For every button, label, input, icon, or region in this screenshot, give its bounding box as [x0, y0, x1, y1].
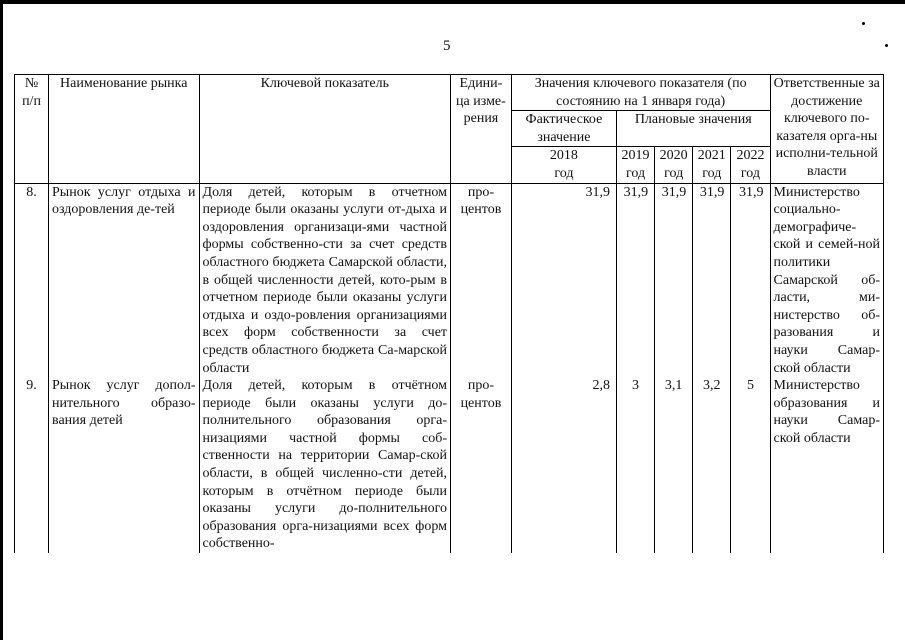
key-indicators-table — [14, 74, 884, 553]
header-unit: Едини-ца изме-рения — [451, 75, 512, 184]
row-value-2022: 5 — [731, 377, 770, 553]
row-value-2019: 31,9 — [616, 183, 654, 377]
row-value-2018: 31,9 — [511, 183, 616, 377]
header-year-2022: 2022 год — [731, 147, 770, 183]
header-year-2018: 2018 год — [511, 147, 616, 183]
row-indicator: Доля детей, которым в отчетном периоде были оказаны услуги от-дыха и оздоровления организаци-ями частной формы собственно-сти за счет средств областного бюджета Самарской области, в общей численности детей, кото-рым в отчетном периоде были оказаны услуги отдыха и оздо-ровления организациями всех форм собственности за счет средств областного бюджета Са-марской области — [199, 183, 451, 377]
scan-top-border — [0, 0, 905, 4]
table-row — [15, 183, 884, 377]
scan-speck — [862, 22, 865, 25]
row-responsible: Министерство социально-демографиче-ской и семей-ной политики Самарской об-ласти, ми-нистерство об-разования и науки Самар-ской области — [770, 183, 883, 377]
header-num: № п/п — [15, 75, 49, 184]
header-actual: Фактическое значение — [511, 111, 616, 147]
row-value-2020: 31,9 — [655, 183, 693, 377]
page-number: 5 — [443, 38, 451, 54]
scan-left-border — [0, 0, 3, 640]
row-unit: про-центов — [451, 183, 512, 377]
row-market: Рынок услуг допол-нительного образо-вания детей — [49, 377, 200, 553]
header-year-2019: 2019 год — [616, 147, 654, 183]
row-unit: про-центов — [451, 377, 512, 553]
row-num: 9. — [15, 377, 49, 553]
row-value-2022: 31,9 — [731, 183, 770, 377]
row-value-2021: 31,9 — [693, 183, 731, 377]
header-year-2020: 2020 год — [655, 147, 693, 183]
row-value-2019: 3 — [616, 377, 654, 553]
table-row — [15, 377, 884, 553]
scan-speck — [885, 44, 888, 47]
row-num: 8. — [15, 183, 49, 377]
row-value-2018: 2,8 — [511, 377, 616, 553]
row-indicator: Доля детей, которым в отчётном периоде были оказаны услуги до-полнительного образования орга-низациями частной формы соб-ственности на территории Самар-ской области, в общей численно-сти детей, которым в отчётном периоде были оказаны услуги до-полнительного образования орга-низациями всех форм собственно- — [199, 377, 451, 553]
header-values-group: Значения ключевого показателя (по состоянию на 1 января года) — [511, 75, 770, 111]
row-market: Рынок услуг отдыха и оздоровления де-тей — [49, 183, 200, 377]
header-market: Наименование рынка — [49, 75, 200, 184]
header-responsible: Ответственные за достижение ключевого по-казателя орга-ны исполни-тельной власти — [770, 75, 883, 184]
header-planned: Плановые значения — [616, 111, 770, 147]
header-indicator: Ключевой показатель — [199, 75, 451, 184]
row-responsible: Министерство образования и науки Самар-ской области — [770, 377, 883, 553]
header-year-2021: 2021 год — [693, 147, 731, 183]
row-value-2021: 3,2 — [693, 377, 731, 553]
row-value-2020: 3,1 — [655, 377, 693, 553]
